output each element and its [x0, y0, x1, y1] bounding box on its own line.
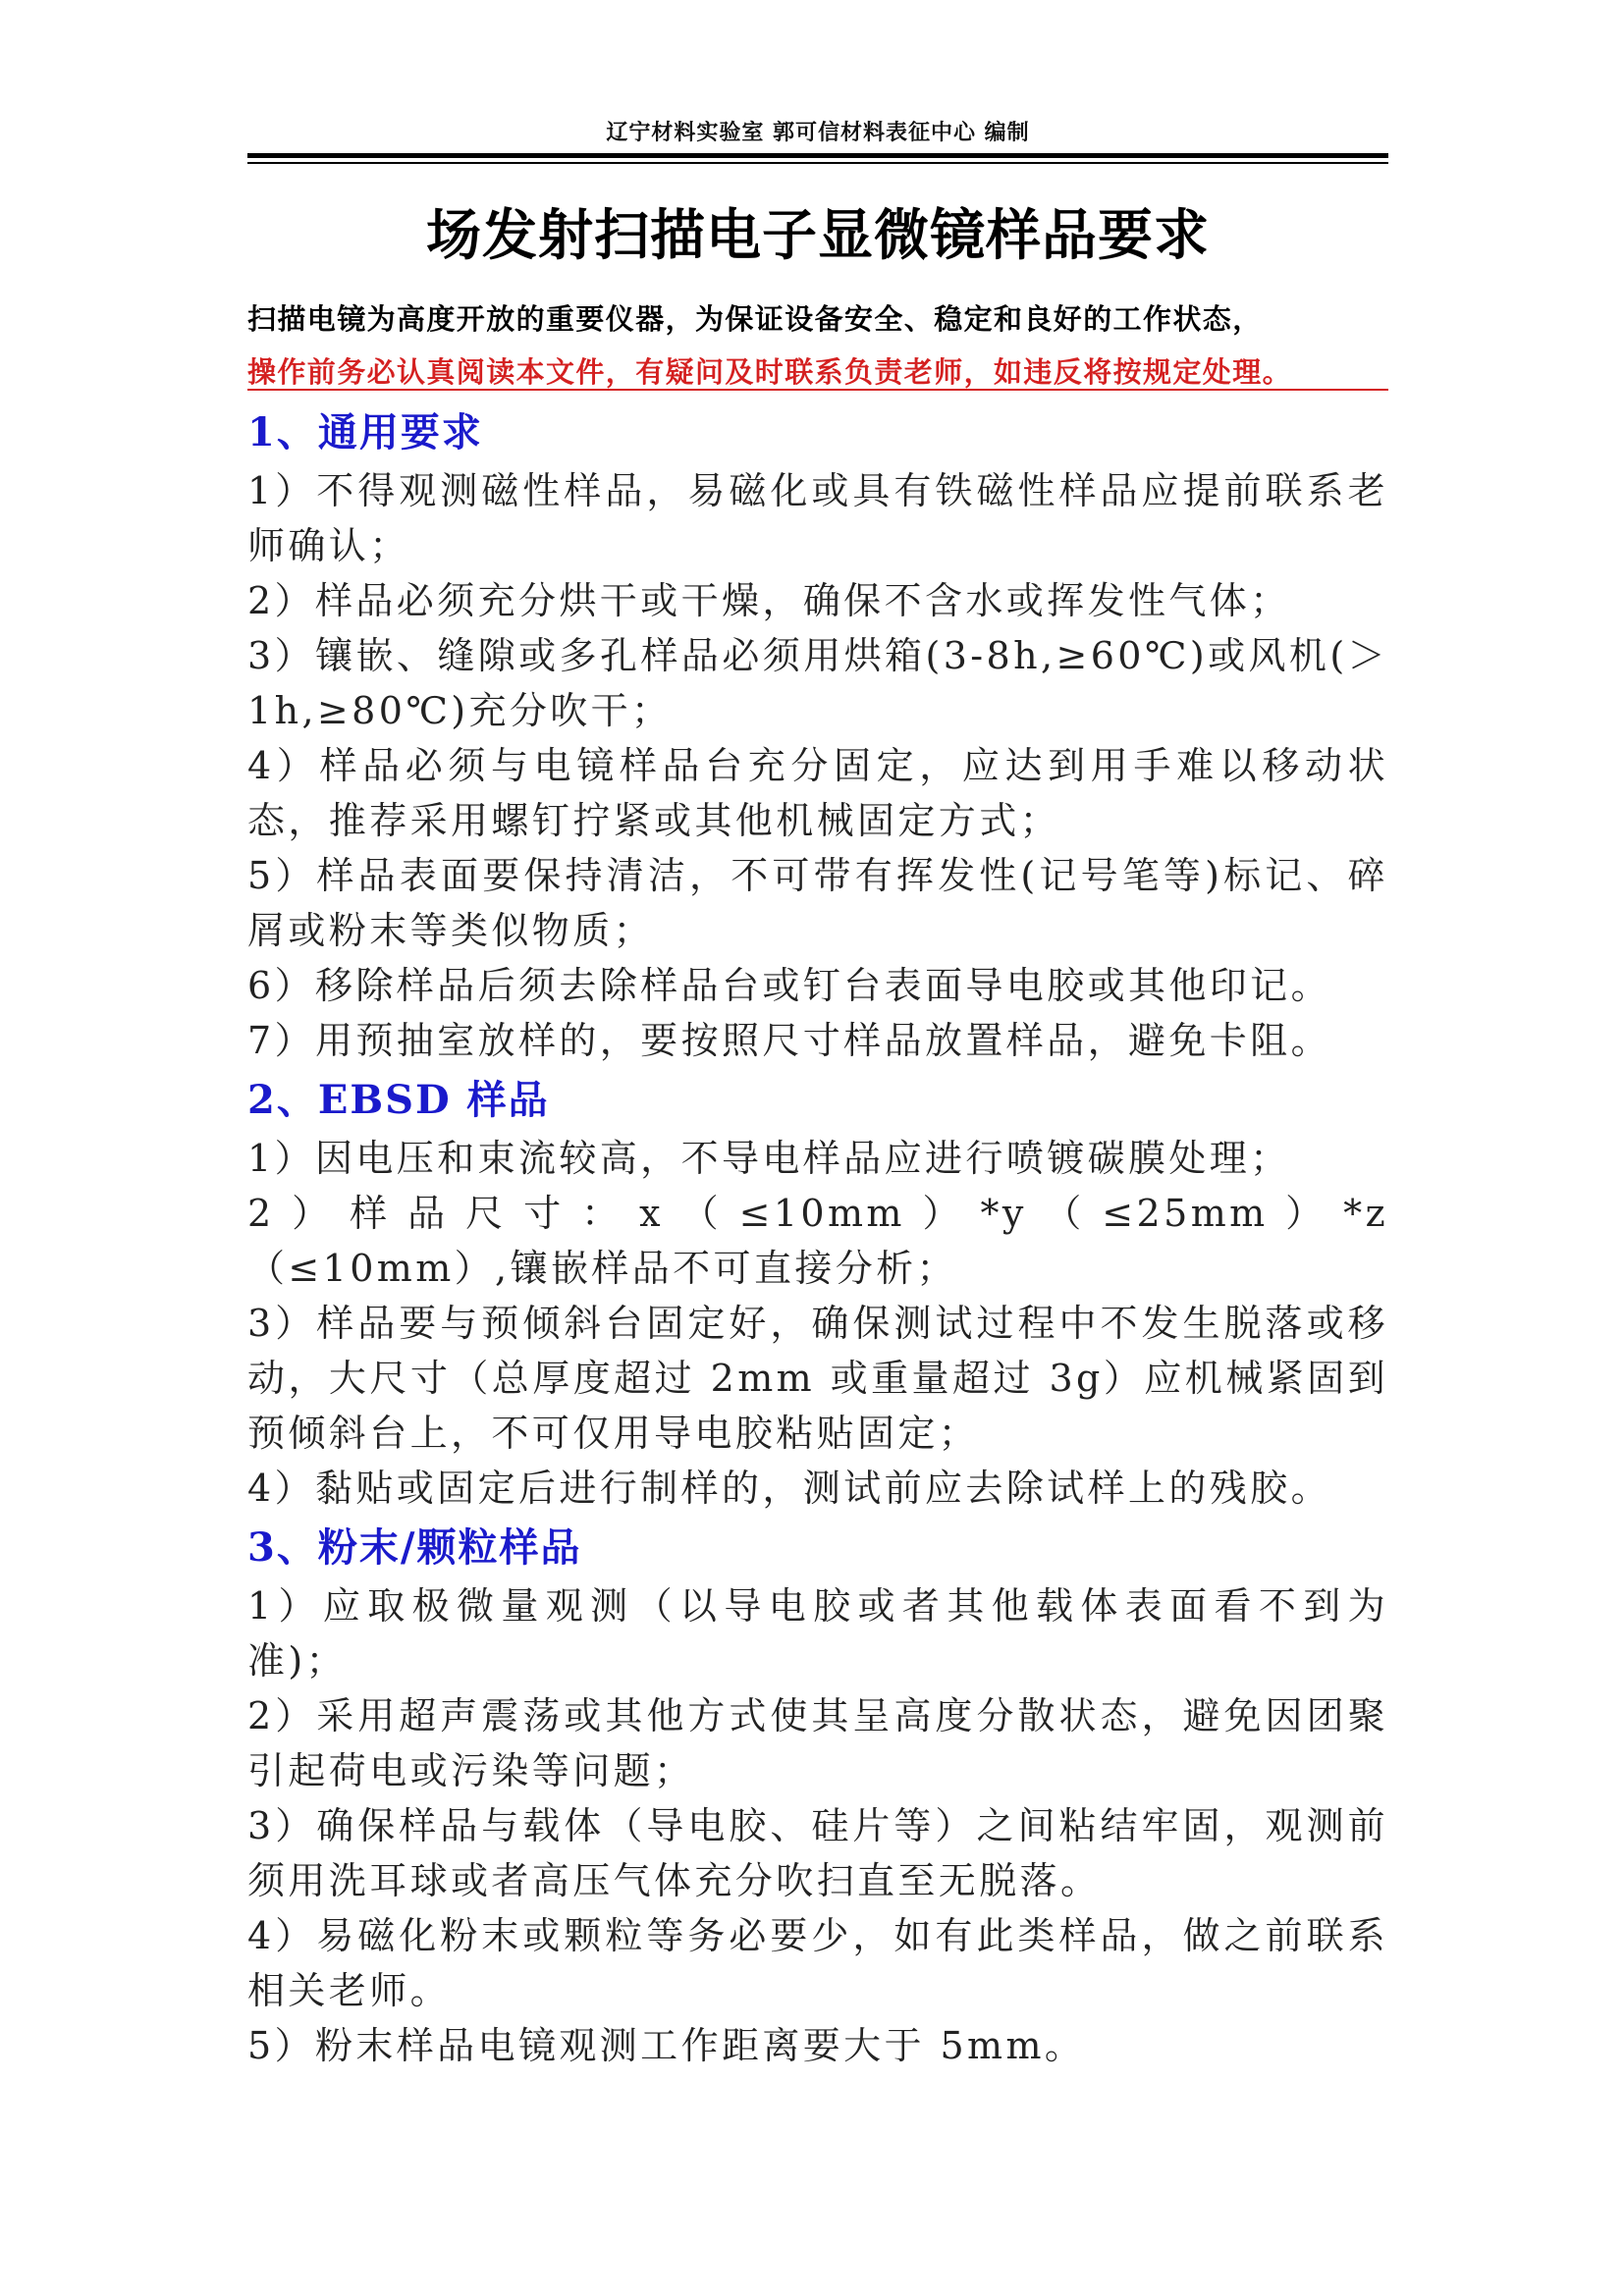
content — [247, 402, 1388, 2073]
list-item: 3）镶嵌、缝隙或多孔样品必须用烘箱(3-8h,≥60℃)或风机(＞1h,≥80℃)充分吹干； — [247, 634, 1388, 732]
section-heading: 1、通用要求 — [247, 409, 483, 455]
list-item: 4）易磁化粉末或颗粒等务必要少，如有此类样品，做之前联系相关老师。 — [247, 1914, 1388, 2012]
section-ebsd — [247, 1070, 1388, 1516]
intro-line-1: 扫描电镜为高度开放的重要仪器，为保证设备安全、稳定和良好的工作状态， — [247, 302, 1263, 336]
list-item: 5）样品表面要保持清洁，不可带有挥发性(记号笔等)标记、碎屑或粉末等类似物质； — [247, 854, 1388, 952]
header-org: 辽宁材料实验室 郭可信材料表征中心 编制 — [606, 121, 1030, 145]
list-item: 6）移除样品后须去除样品台或钉台表面导电胶或其他印记。 — [247, 964, 1331, 1007]
list-item: 1）不得观测磁性样品，易磁化或具有铁磁性样品应提前联系老师确认； — [247, 469, 1388, 567]
intro-warning: 操作前务必认真阅读本文件，有疑问及时联系负责老师，如违反将按规定处理。 — [247, 355, 1293, 389]
list-item: 1）因电压和束流较高，不导电样品应进行喷镀碳膜处理； — [247, 1137, 1291, 1180]
list-item: 3）样品要与预倾斜台固定好，确保测试过程中不发生脱落或移动，大尺寸（总厚度超过 2mm 或重量超过 3g）应机械紧固到预倾斜台上，不可仅用导电胶粘贴固定； — [247, 1302, 1388, 1455]
list-item: 2）样品尺寸：x（≤10mm）*y（≤25mm）*z（≤10mm）,镶嵌样品不可直接分析； — [247, 1192, 1388, 1290]
section-heading: 2、EBSD 样品 — [247, 1077, 550, 1123]
section-general — [247, 402, 1388, 1068]
list-item: 2）样品必须充分烘干或干燥，确保不含水或挥发性气体； — [247, 579, 1291, 622]
document-title: 场发射扫描电子显微镜样品要求 — [426, 204, 1210, 268]
header-rule-thick — [247, 153, 1388, 158]
section-heading: 3、粉末/颗粒样品 — [247, 1524, 582, 1571]
header-rule-thin — [247, 162, 1388, 164]
warning-underline — [247, 389, 1388, 391]
list-item: 4）样品必须与电镜样品台充分固定，应达到用手难以移动状态，推荐采用螺钉拧紧或其他机械固定方式； — [247, 744, 1388, 842]
list-item: 3）确保样品与载体（导电胶、硅片等）之间粘结牢固，观测前须用洗耳球或者高压气体充分吹扫直至无脱落。 — [247, 1804, 1388, 1902]
section-powder — [247, 1518, 1388, 2073]
list-item: 7）用预抽室放样的，要按照尺寸样品放置样品，避免卡阻。 — [247, 1019, 1331, 1062]
list-item: 5）粉末样品电镜观测工作距离要大于 5mm。 — [247, 2024, 1086, 2067]
list-item: 2）采用超声震荡或其他方式使其呈高度分散状态，避免因团聚引起荷电或污染等问题； — [247, 1694, 1388, 1792]
list-item: 4）黏贴或固定后进行制样的，测试前应去除试样上的残胶。 — [247, 1467, 1331, 1510]
list-item: 1）应取极微量观测（以导电胶或者其他载体表面看不到为准)； — [247, 1584, 1388, 1682]
